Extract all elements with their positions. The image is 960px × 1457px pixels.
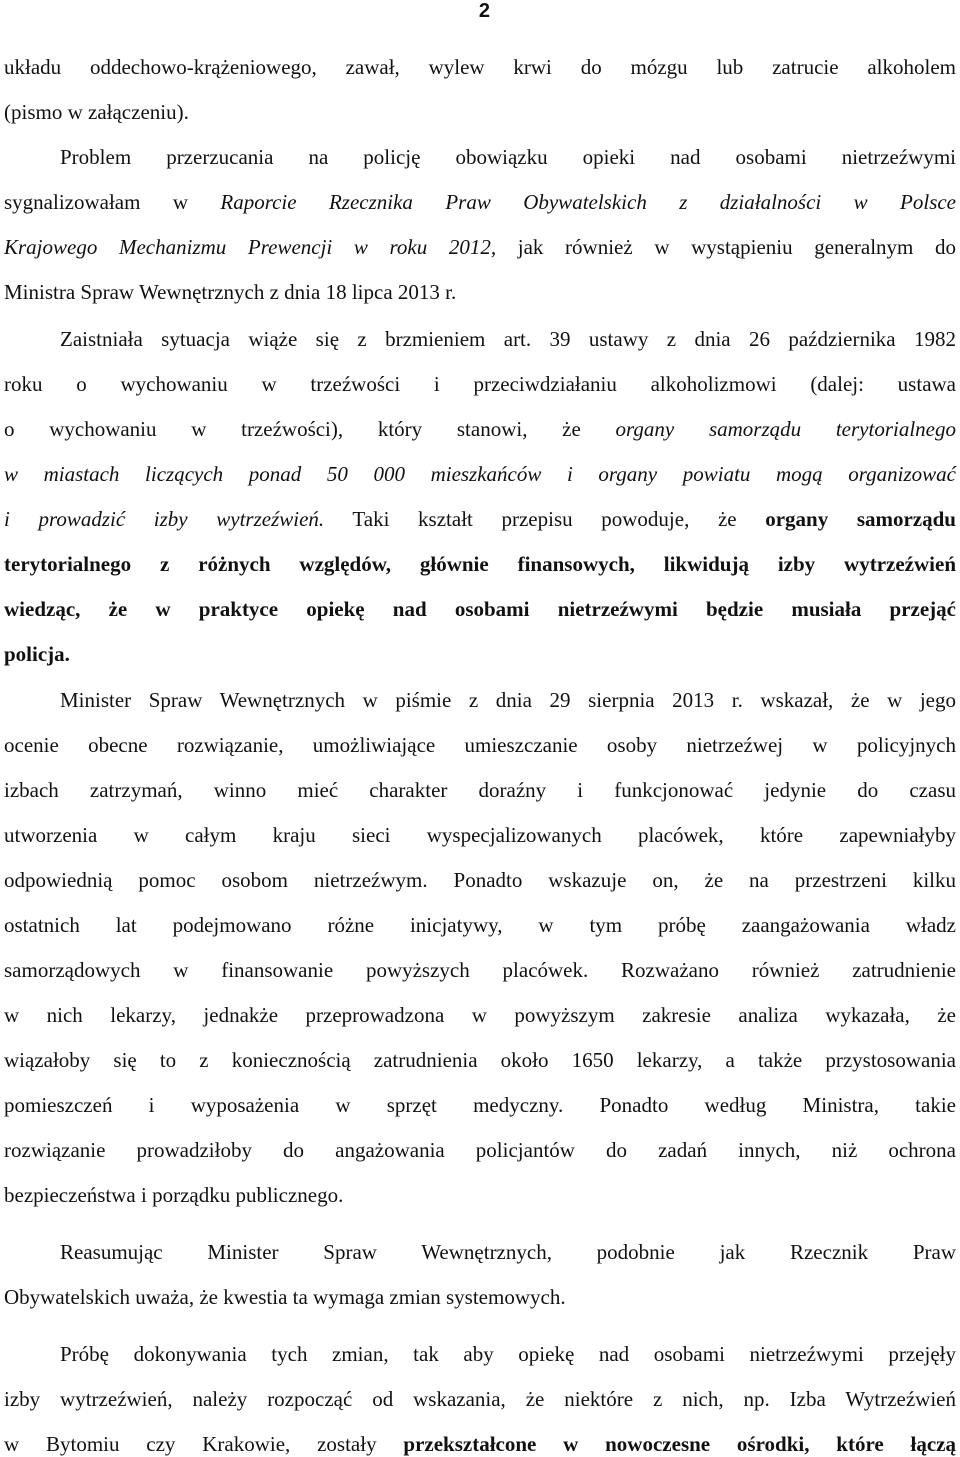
text-line: pomieszczeń i wyposażenia w sprzęt medyczny. Ponadto według Ministra, takie: [4, 1093, 956, 1117]
text-line: Problem przerzucania na policję obowiązku opieki nad osobami nietrzeźwymi: [60, 145, 956, 169]
text-line: izbach zatrzymań, winno mieć charakter doraźny i funkcjonować jedynie do czasu: [4, 778, 956, 802]
text-line: izby wytrzeźwień, należy rozpocząć od wskazania, że niektóre z nich, np. Izba Wytrzeźwień: [4, 1387, 956, 1411]
text-line: wiązałoby się to z koniecznością zatrudnienia około 1650 lekarzy, a także przystosowania: [4, 1048, 956, 1072]
text-line: Minister Spraw Wewnętrznych w piśmie z dnia 29 sierpnia 2013 r. wskazał, że w jego: [60, 688, 956, 712]
text-line: w Bytomiu czy Krakowie, zostały przekształcone w nowoczesne ośrodki, które łączą: [4, 1432, 956, 1456]
text-line: roku o wychowaniu w trzeźwości i przeciwdziałaniu alkoholizmowi (dalej: ustawa: [4, 372, 956, 396]
text-line: ocenie obecne rozwiązanie, umożliwiające umieszczanie osoby nietrzeźwej w policyjnych: [4, 733, 956, 757]
bold-emphasis: organy samorządu: [765, 507, 956, 531]
text-line: i prowadzić izby wytrzeźwień. Taki kształt przepisu powoduje, że organy samorządu: [4, 507, 956, 531]
text-line: układu oddechowo-krążeniowego, zawał, wylew krwi do mózgu lub zatrucie alkoholem: [4, 55, 956, 79]
statute-quote-italic: organy samorządu terytorialnego: [615, 417, 956, 441]
page-number: 2: [478, 0, 490, 22]
text-line: odpowiednią pomoc osobom nietrzeźwym. Ponadto wskazuje on, że na przestrzeni kilku: [4, 868, 956, 892]
text-line: Ministra Spraw Wewnętrznych z dnia 18 lipca 2013 r.: [4, 280, 457, 304]
text-line: Krajowego Mechanizmu Prewencji w roku 2012, jak również w wystąpieniu generalnym do: [4, 235, 956, 259]
text-line: Próbę dokonywania tych zmian, tak aby opiekę nad osobami nietrzeźwymi przejęły: [60, 1342, 956, 1366]
text-line: terytorialnego z różnych względów, głównie finansowych, likwidują izby wytrzeźwień: [4, 552, 956, 576]
text-line: rozwiązanie prowadziłoby do angażowania policjantów do zadań innych, niż ochrona: [4, 1138, 956, 1162]
text-line: o wychowaniu w trzeźwości), który stanowi, że organy samorządu terytorialnego: [4, 417, 956, 441]
report-title-italic: Raporcie Rzecznika Praw Obywatelskich z działalności w Polsce: [220, 190, 957, 214]
text-line: w nich lekarzy, jednakże przeprowadzona w powyższym zakresie analiza wykazała, że: [4, 1003, 956, 1027]
statute-quote-italic: i prowadzić izby wytrzeźwień.: [4, 507, 325, 531]
report-title-italic: Krajowego Mechanizmu Prewencji w roku 2012,: [4, 235, 497, 259]
text-line: Reasumując Minister Spraw Wewnętrznych, podobnie jak Rzecznik Praw: [60, 1240, 956, 1264]
text-line: bezpieczeństwa i porządku publicznego.: [4, 1183, 344, 1207]
text-line: Obywatelskich uważa, że kwestia ta wymaga zmian systemowych.: [4, 1285, 566, 1309]
text-line: utworzenia w całym kraju sieci wyspecjalizowanych placówek, które zapewniałyby: [4, 823, 956, 847]
text-line: wiedząc, że w praktyce opiekę nad osobami nietrzeźwymi będzie musiała przejąć: [4, 597, 956, 621]
text-line: Zaistniała sytuacja wiąże się z brzmieniem art. 39 ustawy z dnia 26 października 1982: [60, 327, 956, 351]
text-line: w miastach liczących ponad 50 000 mieszkańców i organy powiatu mogą organizować: [4, 462, 956, 486]
text-line: (pismo w załączeniu).: [4, 100, 189, 124]
bold-emphasis: przekształcone w nowoczesne ośrodki, które łączą: [403, 1432, 956, 1456]
text-line: policja.: [4, 642, 70, 666]
text-line: sygnalizowałam w Raporcie Rzecznika Praw Obywatelskich z działalności w Polsce: [4, 190, 957, 214]
text-line: ostatnich lat podejmowano różne inicjatywy, w tym próbę zaangażowania władz: [4, 913, 956, 937]
text-line: samorządowych w finansowanie powyższych placówek. Rozważano również zatrudnienie: [4, 958, 956, 982]
